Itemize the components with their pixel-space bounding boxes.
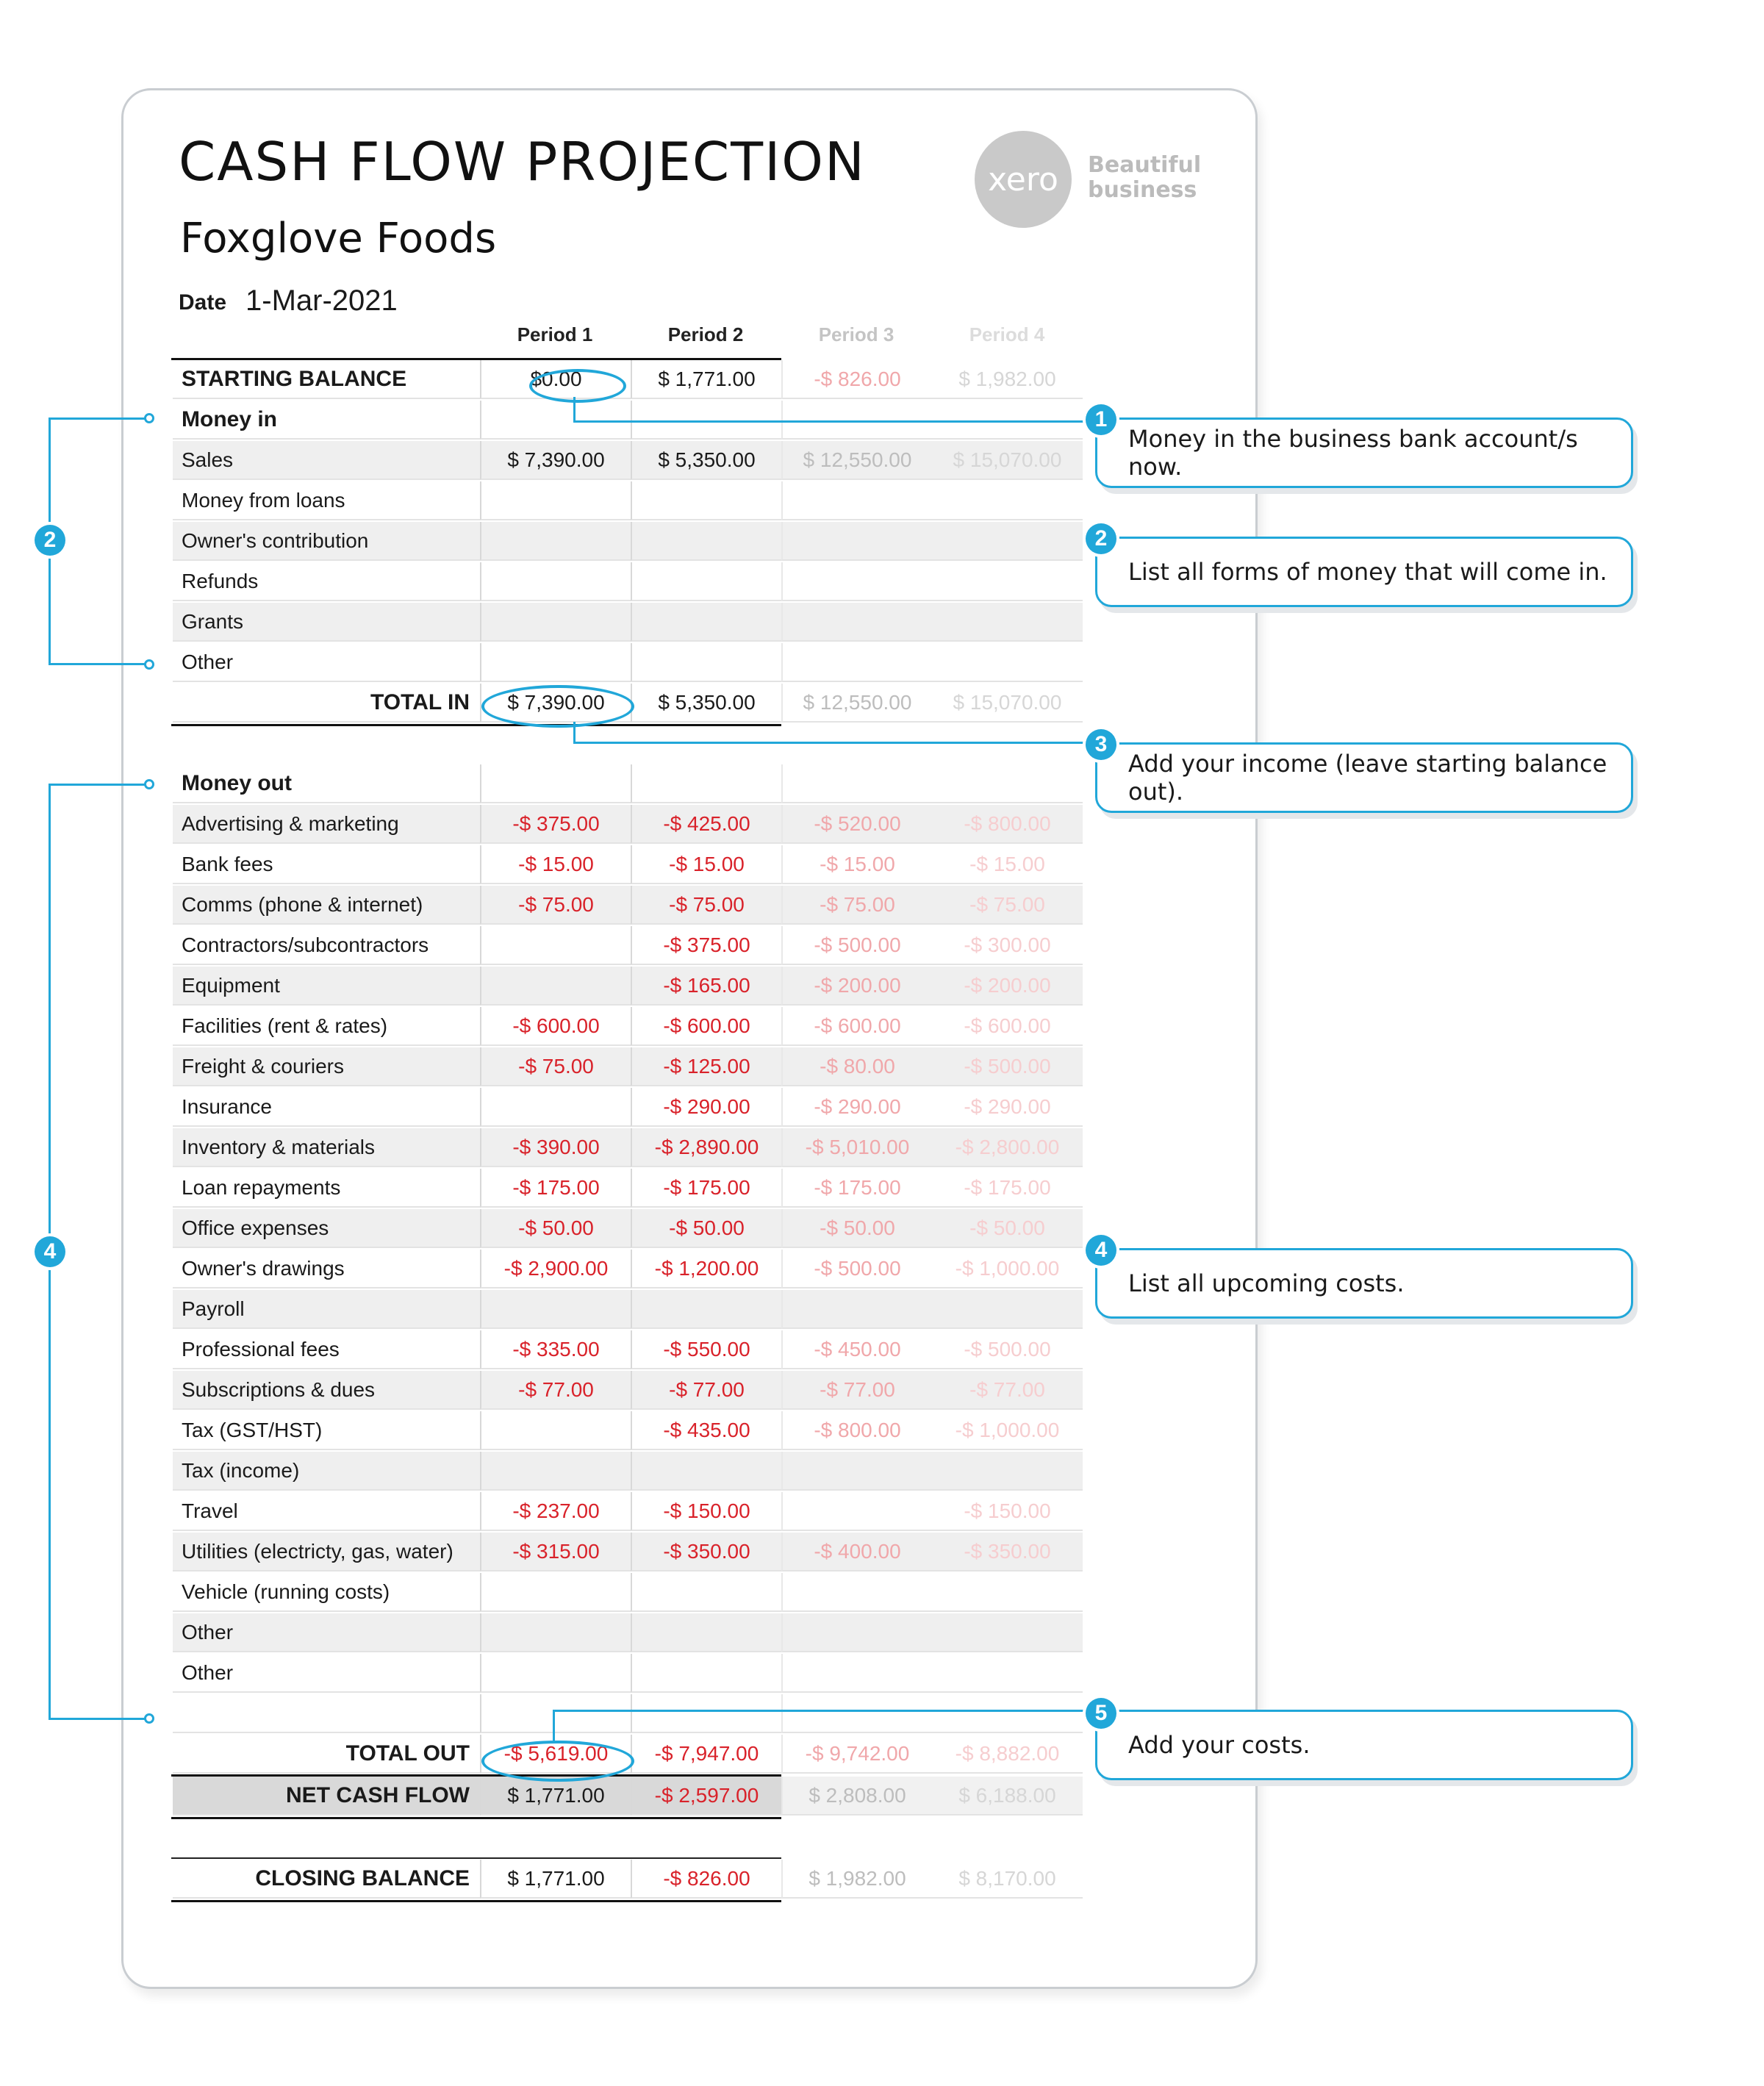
tagline-line-2: business bbox=[1088, 177, 1197, 203]
period-4-cell[interactable]: $ 15,070.00 bbox=[932, 684, 1083, 723]
period-4-cell[interactable] bbox=[932, 562, 1083, 601]
period-1-cell[interactable]: -$ 5,619.00 bbox=[480, 1735, 631, 1774]
period-3-cell[interactable]: $ 2,808.00 bbox=[781, 1777, 932, 1816]
money-in-row bbox=[173, 441, 1084, 481]
period-1-cell[interactable]: -$ 600.00 bbox=[480, 1007, 631, 1046]
callout-box-5: Add your costs. bbox=[1095, 1710, 1633, 1780]
closing-balance-row bbox=[173, 1860, 1084, 1900]
period-2-cell[interactable]: -$ 150.00 bbox=[631, 1492, 781, 1531]
row-label: Office expenses bbox=[173, 1209, 480, 1248]
period-2-cell[interactable] bbox=[631, 481, 781, 520]
period-2-cell[interactable]: -$ 1,200.00 bbox=[631, 1250, 781, 1288]
period-4-cell[interactable]: -$ 50.00 bbox=[932, 1209, 1083, 1248]
money-out-heading-row bbox=[173, 764, 1084, 805]
row-label: Other bbox=[173, 1654, 480, 1693]
highlight-oval-total-out bbox=[481, 1741, 634, 1782]
period-3-cell[interactable]: -$ 500.00 bbox=[781, 1250, 932, 1288]
period-4-cell[interactable]: -$ 300.00 bbox=[932, 926, 1083, 965]
row-label: Other bbox=[173, 643, 480, 682]
period-4-cell[interactable]: -$ 800.00 bbox=[932, 805, 1083, 844]
step-badge-2-side: 2 bbox=[35, 525, 65, 556]
money-out-row bbox=[173, 1573, 1084, 1613]
column-header-period-3: Period 3 bbox=[818, 323, 894, 345]
period-1-cell[interactable] bbox=[480, 643, 631, 682]
period-2-cell bbox=[631, 764, 781, 803]
table-rule bbox=[171, 724, 781, 726]
bracket-dot bbox=[144, 659, 154, 670]
money-out-row bbox=[173, 1533, 1084, 1573]
period-1-cell[interactable]: -$ 2,900.00 bbox=[480, 1250, 631, 1288]
period-4-cell[interactable]: -$ 15.00 bbox=[932, 845, 1083, 884]
period-1-cell[interactable] bbox=[480, 481, 631, 520]
period-1-cell[interactable]: $ 1,771.00 bbox=[480, 1860, 631, 1899]
connector-line bbox=[553, 1710, 555, 1742]
row-label: TOTAL OUT bbox=[173, 1735, 480, 1774]
money-out-row bbox=[173, 1169, 1084, 1209]
period-2-cell[interactable]: -$ 7,947.00 bbox=[631, 1735, 781, 1774]
money-out-row bbox=[173, 1088, 1084, 1128]
period-2-cell[interactable] bbox=[631, 603, 781, 642]
row-label: NET CASH FLOW bbox=[173, 1777, 480, 1816]
row-label: Advertising & marketing bbox=[173, 805, 480, 844]
period-4-cell[interactable]: -$ 2,800.00 bbox=[932, 1128, 1083, 1167]
row-label: Refunds bbox=[173, 562, 480, 601]
row-label: Vehicle (running costs) bbox=[173, 1573, 480, 1612]
period-2-cell[interactable]: -$ 2,597.00 bbox=[631, 1777, 781, 1816]
period-2-cell[interactable] bbox=[631, 1654, 781, 1693]
money-out-row bbox=[173, 1654, 1084, 1694]
row-label: Equipment bbox=[173, 967, 480, 1006]
table-rule bbox=[171, 1900, 781, 1902]
period-1-cell[interactable] bbox=[480, 1411, 631, 1450]
period-1-cell[interactable]: -$ 315.00 bbox=[480, 1533, 631, 1571]
bracket-line bbox=[49, 663, 151, 665]
period-2-cell[interactable] bbox=[631, 1613, 781, 1652]
row-label: Tax (income) bbox=[173, 1452, 480, 1491]
period-4-cell[interactable]: -$ 8,882.00 bbox=[932, 1735, 1083, 1774]
bracket-dot bbox=[144, 1713, 154, 1724]
period-4-cell[interactable] bbox=[932, 1290, 1083, 1329]
period-4-cell[interactable] bbox=[932, 1654, 1083, 1693]
connector-line bbox=[573, 420, 1095, 423]
period-1-cell[interactable]: -$ 50.00 bbox=[480, 1209, 631, 1248]
period-4-cell[interactable]: -$ 77.00 bbox=[932, 1371, 1083, 1410]
callout-box-4: List all upcoming costs. bbox=[1095, 1248, 1633, 1319]
period-3-cell[interactable]: -$ 600.00 bbox=[781, 1007, 932, 1046]
callout-box-1: Money in the business bank account/s now. bbox=[1095, 417, 1633, 488]
period-4-cell bbox=[932, 1694, 1083, 1733]
period-4-cell[interactable]: -$ 1,000.00 bbox=[932, 1411, 1083, 1450]
spacer-row bbox=[173, 1694, 1084, 1735]
period-3-cell[interactable] bbox=[781, 603, 932, 642]
period-1-cell[interactable]: $ 7,390.00 bbox=[480, 684, 631, 723]
period-1-cell[interactable]: -$ 237.00 bbox=[480, 1492, 631, 1531]
money-out-row bbox=[173, 1330, 1084, 1371]
period-3-cell bbox=[781, 764, 932, 803]
money-out-row bbox=[173, 1007, 1084, 1047]
period-4-cell[interactable]: -$ 200.00 bbox=[932, 967, 1083, 1006]
period-3-cell[interactable] bbox=[781, 1290, 932, 1329]
row-label: Owner's contribution bbox=[173, 522, 480, 561]
period-3-cell[interactable] bbox=[781, 1452, 932, 1491]
column-header-period-2: Period 2 bbox=[667, 323, 744, 345]
period-4-cell[interactable]: -$ 290.00 bbox=[932, 1088, 1083, 1127]
column-header-period-1: Period 1 bbox=[517, 323, 593, 345]
table-rule bbox=[171, 1817, 781, 1819]
period-4-cell[interactable]: $ 1,982.00 bbox=[932, 360, 1083, 399]
step-badge-4: 4 bbox=[1086, 1235, 1116, 1266]
money-in-row bbox=[173, 603, 1084, 643]
callout-box-3: Add your income (leave starting balance out). bbox=[1095, 742, 1633, 813]
row-label bbox=[173, 1694, 480, 1733]
date-label: Date bbox=[179, 290, 227, 315]
period-4-cell[interactable]: $ 8,170.00 bbox=[932, 1860, 1083, 1899]
period-1-cell[interactable]: -$ 335.00 bbox=[480, 1330, 631, 1369]
period-3-cell[interactable]: -$ 80.00 bbox=[781, 1047, 932, 1086]
period-1-cell[interactable]: -$ 75.00 bbox=[480, 1047, 631, 1086]
row-label: Comms (phone & internet) bbox=[173, 886, 480, 925]
period-3-cell[interactable]: -$ 450.00 bbox=[781, 1330, 932, 1369]
step-badge-5: 5 bbox=[1086, 1698, 1116, 1729]
bracket-dot bbox=[144, 413, 154, 423]
money-in-row bbox=[173, 643, 1084, 684]
period-4-cell[interactable]: -$ 1,000.00 bbox=[932, 1250, 1083, 1288]
period-3-cell[interactable]: $ 12,550.00 bbox=[781, 441, 932, 480]
money-out-row bbox=[173, 1290, 1084, 1330]
bracket-dot bbox=[144, 779, 154, 789]
period-1-cell[interactable]: -$ 15.00 bbox=[480, 845, 631, 884]
row-label: Travel bbox=[173, 1492, 480, 1531]
period-3-cell[interactable]: -$ 826.00 bbox=[781, 360, 932, 399]
xero-logo: xero bbox=[975, 131, 1072, 228]
period-3-cell[interactable]: -$ 77.00 bbox=[781, 1371, 932, 1410]
money-in-row bbox=[173, 562, 1084, 603]
money-in-row bbox=[173, 522, 1084, 562]
connector-line bbox=[573, 742, 1095, 744]
money-out-row bbox=[173, 967, 1084, 1007]
period-2-cell[interactable]: -$ 175.00 bbox=[631, 1169, 781, 1208]
period-4-cell[interactable] bbox=[932, 603, 1083, 642]
money-out-row bbox=[173, 1613, 1084, 1654]
step-badge-2: 2 bbox=[1086, 523, 1116, 554]
row-label: Tax (GST/HST) bbox=[173, 1411, 480, 1450]
money-out-row bbox=[173, 805, 1084, 845]
row-label: Bank fees bbox=[173, 845, 480, 884]
money-out-row bbox=[173, 1371, 1084, 1411]
row-label: Loan repayments bbox=[173, 1169, 480, 1208]
starting-balance-row bbox=[173, 360, 1084, 401]
period-2-cell[interactable]: -$ 290.00 bbox=[631, 1088, 781, 1127]
period-4-cell[interactable] bbox=[932, 1613, 1083, 1652]
row-label: STARTING BALANCE bbox=[173, 360, 480, 399]
period-1-cell[interactable]: $ 7,390.00 bbox=[480, 441, 631, 480]
period-3-cell[interactable] bbox=[781, 1613, 932, 1652]
column-header-period-4: Period 4 bbox=[969, 323, 1045, 345]
period-2-cell[interactable]: -$ 77.00 bbox=[631, 1371, 781, 1410]
period-1-cell[interactable]: $ 1,771.00 bbox=[480, 1777, 631, 1816]
period-2-cell[interactable]: -$ 50.00 bbox=[631, 1209, 781, 1248]
row-label: Utilities (electricty, gas, water) bbox=[173, 1533, 480, 1571]
net-cash-flow-row bbox=[173, 1777, 1084, 1817]
period-3-cell[interactable]: -$ 290.00 bbox=[781, 1088, 932, 1127]
bracket-line bbox=[49, 1718, 151, 1720]
period-3-cell[interactable]: $ 1,982.00 bbox=[781, 1860, 932, 1899]
step-badge-4-side: 4 bbox=[35, 1236, 65, 1267]
row-label: TOTAL IN bbox=[173, 684, 480, 723]
money-out-row bbox=[173, 1250, 1084, 1290]
row-label: Professional fees bbox=[173, 1330, 480, 1369]
period-2-cell[interactable]: -$ 350.00 bbox=[631, 1533, 781, 1571]
period-1-cell[interactable] bbox=[480, 562, 631, 601]
period-3-cell[interactable]: -$ 400.00 bbox=[781, 1533, 932, 1571]
step-badge-1: 1 bbox=[1086, 404, 1116, 435]
period-1-cell[interactable] bbox=[480, 926, 631, 965]
row-label: Other bbox=[173, 1613, 480, 1652]
period-2-cell[interactable]: -$ 550.00 bbox=[631, 1330, 781, 1369]
row-label: Sales bbox=[173, 441, 480, 480]
period-3-cell[interactable]: -$ 175.00 bbox=[781, 1169, 932, 1208]
row-label: Money from loans bbox=[173, 481, 480, 520]
period-2-cell[interactable]: $ 5,350.00 bbox=[631, 441, 781, 480]
period-3-cell[interactable]: -$ 75.00 bbox=[781, 886, 932, 925]
period-2-cell[interactable]: $ 1,771.00 bbox=[631, 360, 781, 399]
row-label: Owner's drawings bbox=[173, 1250, 480, 1288]
money-out-row bbox=[173, 1492, 1084, 1533]
row-label: Money in bbox=[173, 401, 480, 440]
period-4-cell[interactable] bbox=[932, 643, 1083, 682]
row-label: Subscriptions & dues bbox=[173, 1371, 480, 1410]
period-3-cell[interactable]: $ 12,550.00 bbox=[781, 684, 932, 723]
period-3-cell[interactable]: -$ 800.00 bbox=[781, 1411, 932, 1450]
period-2-cell[interactable]: -$ 826.00 bbox=[631, 1860, 781, 1899]
period-2-cell[interactable] bbox=[631, 522, 781, 561]
page-title: CASH FLOW PROJECTION bbox=[179, 131, 866, 193]
period-2-cell bbox=[631, 1694, 781, 1733]
period-2-cell[interactable]: -$ 75.00 bbox=[631, 886, 781, 925]
period-1-cell[interactable] bbox=[480, 1654, 631, 1693]
period-1-cell[interactable]: -$ 75.00 bbox=[480, 886, 631, 925]
row-label: Payroll bbox=[173, 1290, 480, 1329]
period-4-cell[interactable] bbox=[932, 522, 1083, 561]
period-3-cell[interactable]: -$ 15.00 bbox=[781, 845, 932, 884]
money-out-row bbox=[173, 1452, 1084, 1492]
period-2-cell[interactable] bbox=[631, 1290, 781, 1329]
row-label: Inventory & materials bbox=[173, 1128, 480, 1167]
row-label: Contractors/subcontractors bbox=[173, 926, 480, 965]
period-2-cell[interactable]: $ 5,350.00 bbox=[631, 684, 781, 723]
period-4-cell[interactable]: -$ 175.00 bbox=[932, 1169, 1083, 1208]
period-1-cell[interactable]: $0.00 bbox=[480, 360, 631, 399]
money-out-row bbox=[173, 1411, 1084, 1452]
company-name: Foxglove Foods bbox=[180, 215, 497, 262]
connector-line bbox=[553, 1710, 1095, 1712]
money-out-row bbox=[173, 1209, 1084, 1250]
money-out-row bbox=[173, 845, 1084, 886]
period-3-cell[interactable] bbox=[781, 1573, 932, 1612]
period-1-cell[interactable] bbox=[480, 1452, 631, 1491]
callout-box-2: List all forms of money that will come in. bbox=[1095, 537, 1633, 607]
period-1-cell[interactable] bbox=[480, 522, 631, 561]
bracket-line bbox=[49, 417, 151, 420]
period-1-cell bbox=[480, 764, 631, 803]
period-4-cell[interactable] bbox=[932, 481, 1083, 520]
period-1-cell[interactable] bbox=[480, 967, 631, 1006]
period-3-cell[interactable] bbox=[781, 643, 932, 682]
money-out-row bbox=[173, 1128, 1084, 1169]
money-in-row bbox=[173, 481, 1084, 522]
highlight-oval-total-in bbox=[481, 685, 634, 728]
period-4-cell[interactable] bbox=[932, 1573, 1083, 1612]
row-label: Grants bbox=[173, 603, 480, 642]
period-1-cell[interactable]: -$ 375.00 bbox=[480, 805, 631, 844]
connector-line bbox=[573, 722, 576, 742]
step-badge-3: 3 bbox=[1086, 729, 1116, 760]
period-2-cell[interactable] bbox=[631, 643, 781, 682]
period-2-cell[interactable]: -$ 425.00 bbox=[631, 805, 781, 844]
period-1-cell[interactable] bbox=[480, 1613, 631, 1652]
row-label: Facilities (rent & rates) bbox=[173, 1007, 480, 1046]
period-3-cell[interactable]: -$ 520.00 bbox=[781, 805, 932, 844]
period-4-cell[interactable]: -$ 600.00 bbox=[932, 1007, 1083, 1046]
period-4-cell[interactable]: -$ 350.00 bbox=[932, 1533, 1083, 1571]
bracket-line bbox=[49, 784, 151, 786]
period-3-cell[interactable]: -$ 500.00 bbox=[781, 926, 932, 965]
period-2-cell[interactable]: -$ 2,890.00 bbox=[631, 1128, 781, 1167]
period-2-cell[interactable] bbox=[631, 1452, 781, 1491]
period-3-cell bbox=[781, 1694, 932, 1733]
period-4-cell[interactable]: -$ 75.00 bbox=[932, 886, 1083, 925]
money-out-row bbox=[173, 1047, 1084, 1088]
period-3-cell[interactable] bbox=[781, 1654, 932, 1693]
period-1-cell[interactable] bbox=[480, 1088, 631, 1127]
logo-tagline bbox=[1088, 153, 1201, 203]
period-1-cell[interactable] bbox=[480, 1573, 631, 1612]
row-label: Insurance bbox=[173, 1088, 480, 1127]
period-2-cell[interactable]: -$ 600.00 bbox=[631, 1007, 781, 1046]
period-4-cell[interactable]: -$ 150.00 bbox=[932, 1492, 1083, 1531]
money-out-row bbox=[173, 886, 1084, 926]
period-3-cell[interactable]: -$ 50.00 bbox=[781, 1209, 932, 1248]
period-3-cell[interactable] bbox=[781, 1492, 932, 1531]
row-label: Freight & couriers bbox=[173, 1047, 480, 1086]
period-3-cell[interactable]: -$ 200.00 bbox=[781, 967, 932, 1006]
period-3-cell[interactable]: -$ 5,010.00 bbox=[781, 1128, 932, 1167]
period-1-cell[interactable]: -$ 390.00 bbox=[480, 1128, 631, 1167]
row-label: Money out bbox=[173, 764, 480, 803]
tagline-line-1: Beautiful bbox=[1088, 152, 1202, 178]
money-out-row bbox=[173, 926, 1084, 967]
period-4-cell bbox=[932, 764, 1083, 803]
period-1-cell[interactable] bbox=[480, 1290, 631, 1329]
period-3-cell[interactable] bbox=[781, 562, 932, 601]
period-2-cell[interactable]: -$ 15.00 bbox=[631, 845, 781, 884]
date-value: 1-Mar-2021 bbox=[245, 284, 398, 317]
period-4-cell[interactable] bbox=[932, 1452, 1083, 1491]
period-1-cell[interactable]: -$ 175.00 bbox=[480, 1169, 631, 1208]
period-1-cell[interactable] bbox=[480, 603, 631, 642]
period-3-cell[interactable] bbox=[781, 481, 932, 520]
row-label: CLOSING BALANCE bbox=[173, 1860, 480, 1899]
period-3-cell[interactable]: -$ 9,742.00 bbox=[781, 1735, 932, 1774]
period-1-cell bbox=[480, 1694, 631, 1733]
period-2-cell[interactable] bbox=[631, 1573, 781, 1612]
highlight-oval-starting-balance bbox=[529, 369, 626, 403]
period-4-cell[interactable]: $ 15,070.00 bbox=[932, 441, 1083, 480]
connector-line bbox=[573, 397, 576, 422]
period-4-cell[interactable]: -$ 500.00 bbox=[932, 1330, 1083, 1369]
period-2-cell[interactable]: -$ 375.00 bbox=[631, 926, 781, 965]
period-2-cell[interactable] bbox=[631, 562, 781, 601]
period-2-cell[interactable]: -$ 125.00 bbox=[631, 1047, 781, 1086]
period-2-cell[interactable]: -$ 165.00 bbox=[631, 967, 781, 1006]
period-3-cell[interactable] bbox=[781, 522, 932, 561]
period-4-cell[interactable]: $ 6,188.00 bbox=[932, 1777, 1083, 1816]
period-4-cell[interactable]: -$ 500.00 bbox=[932, 1047, 1083, 1086]
table-rule bbox=[171, 1857, 781, 1859]
period-1-cell[interactable]: -$ 77.00 bbox=[480, 1371, 631, 1410]
period-2-cell[interactable]: -$ 435.00 bbox=[631, 1411, 781, 1450]
